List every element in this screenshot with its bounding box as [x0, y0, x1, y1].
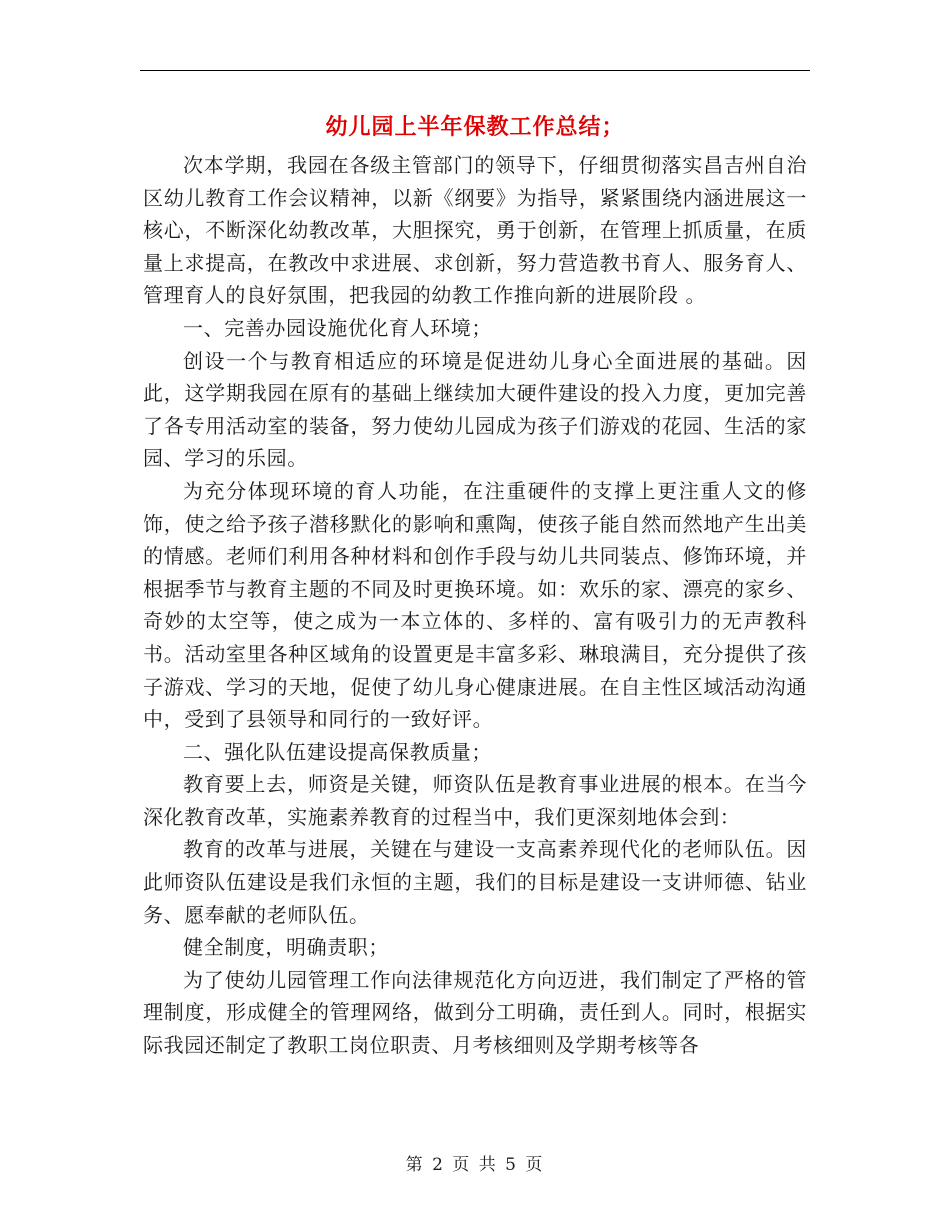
- paragraph: 创设一个与教育相适应的环境是促进幼儿身心全面进展的基础。因此，这学期我园在原有的基础上继续加大硬件建设的投入力度，更加完善了各专用活动室的装备，努力使幼儿园成为孩子们游戏的花园、生活的家园、学习的乐园。: [143, 348, 807, 471]
- paragraph: 教育要上去，师资是关键，师资队伍是教育事业进展的根本。在当今深化教育改革，实施素养教育的过程当中，我们更深刻地体会到：: [143, 772, 807, 829]
- header-rule: [140, 70, 810, 71]
- paragraph: 教育的改革与进展，关键在与建设一支高素养现代化的老师队伍。因此师资队伍建设是我们永恒的主题，我们的目标是建设一支讲师德、钻业务、愿奉献的老师队伍。: [143, 837, 807, 927]
- sub-heading: 健全制度，明确责职；: [183, 935, 389, 960]
- section-heading: 一、完善办园设施优化育人环境；: [183, 315, 492, 340]
- document-body: [143, 149, 807, 1062]
- section-heading: 二、强化队伍建设提高保教质量；: [183, 739, 492, 764]
- document-title: 幼儿园上半年保教工作总结；: [325, 114, 625, 140]
- paragraph: 次本学期，我园在各级主管部门的领导下，仔细贯彻落实昌吉州自治区幼儿教育工作会议精神，以新《纲要》为指导，紧紧围绕内涵进展这一核心，不断深化幼教改革，大胆探究，勇于创新，在管理上抓质量，在质量上求提高，在教改中求进展、求创新，努力营造教书育人、服务育人、管理育人的良好氛围，把我园的幼教工作推向新的进展阶段 。: [143, 153, 807, 308]
- paragraph: 为充分体现环境的育人功能，在注重硬件的支撑上更注重人文的修饰，使之给予孩子潜移默化的影响和熏陶，使孩子能自然而然地产生出美的情感。老师们利用各种材料和创作手段与幼儿共同装点、修饰环境，并根据季节与教育主题的不同及时更换环境。如：欢乐的家、漂亮的家乡、奇妙的太空等，使之成为一本立体的、多样的、富有吸引力的无声教科书。活动室里各种区域角的设置更是丰富多彩、琳琅满目，充分提供了孩子游戏、学习的天地，促使了幼儿身心健康进展。在自主性区域活动沟通中，受到了县领导和同行的一致好评。: [143, 478, 807, 732]
- paragraph: 为了使幼儿园管理工作向法律规范化方向迈进，我们制定了严格的管理制度，形成健全的管理网络，做到分工明确，责任到人。同时，根据实际我园还制定了教职工岗位职责、月考核细则及学期考核等各: [143, 967, 807, 1058]
- page-number: 第 2 页 共 5 页: [405, 1155, 545, 1175]
